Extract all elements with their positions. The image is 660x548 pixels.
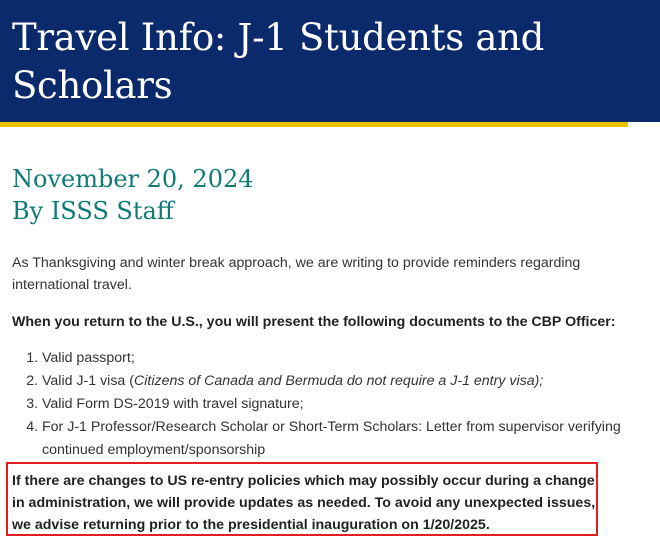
list-item-note: Citizens of Canada and Bermuda do not require a J-1 entry visa); bbox=[133, 373, 544, 389]
documents-list bbox=[12, 347, 652, 462]
page-header bbox=[0, 0, 660, 122]
post-byline bbox=[12, 163, 254, 227]
list-item bbox=[42, 416, 652, 462]
page-title: Travel Info: J-1 Students and Scholars bbox=[12, 16, 545, 107]
list-item-text: Valid J-1 visa ( bbox=[42, 373, 134, 389]
list-item bbox=[42, 347, 652, 370]
list-item bbox=[42, 370, 652, 393]
intro-paragraph: As Thanksgiving and winter break approach, we are writing to provide reminders regarding international travel. bbox=[12, 255, 581, 293]
list-item bbox=[42, 393, 652, 416]
post-author: By ISSS Staff bbox=[12, 197, 174, 225]
reentry-notice: If there are changes to US re-entry policies which may possibly occur during a change in administration, we will provide updates as needed. To avoid any unexpected issues, we advise returning prior to the presidential inauguration on 1/20/2025. bbox=[12, 473, 596, 533]
list-item-text: For J-1 Professor/Research Scholar or Short-Term Scholars: Letter from supervisor verifying continued employment/sponsorship bbox=[42, 419, 621, 458]
header-accent-bar bbox=[0, 122, 628, 127]
documents-lead: When you return to the U.S., you will present the following documents to the CBP Officer: bbox=[12, 314, 616, 330]
list-item-text: Valid Form DS-2019 with travel signature; bbox=[42, 396, 304, 412]
post-date: November 20, 2024 bbox=[12, 165, 254, 193]
list-item-text: Valid passport; bbox=[42, 350, 135, 366]
